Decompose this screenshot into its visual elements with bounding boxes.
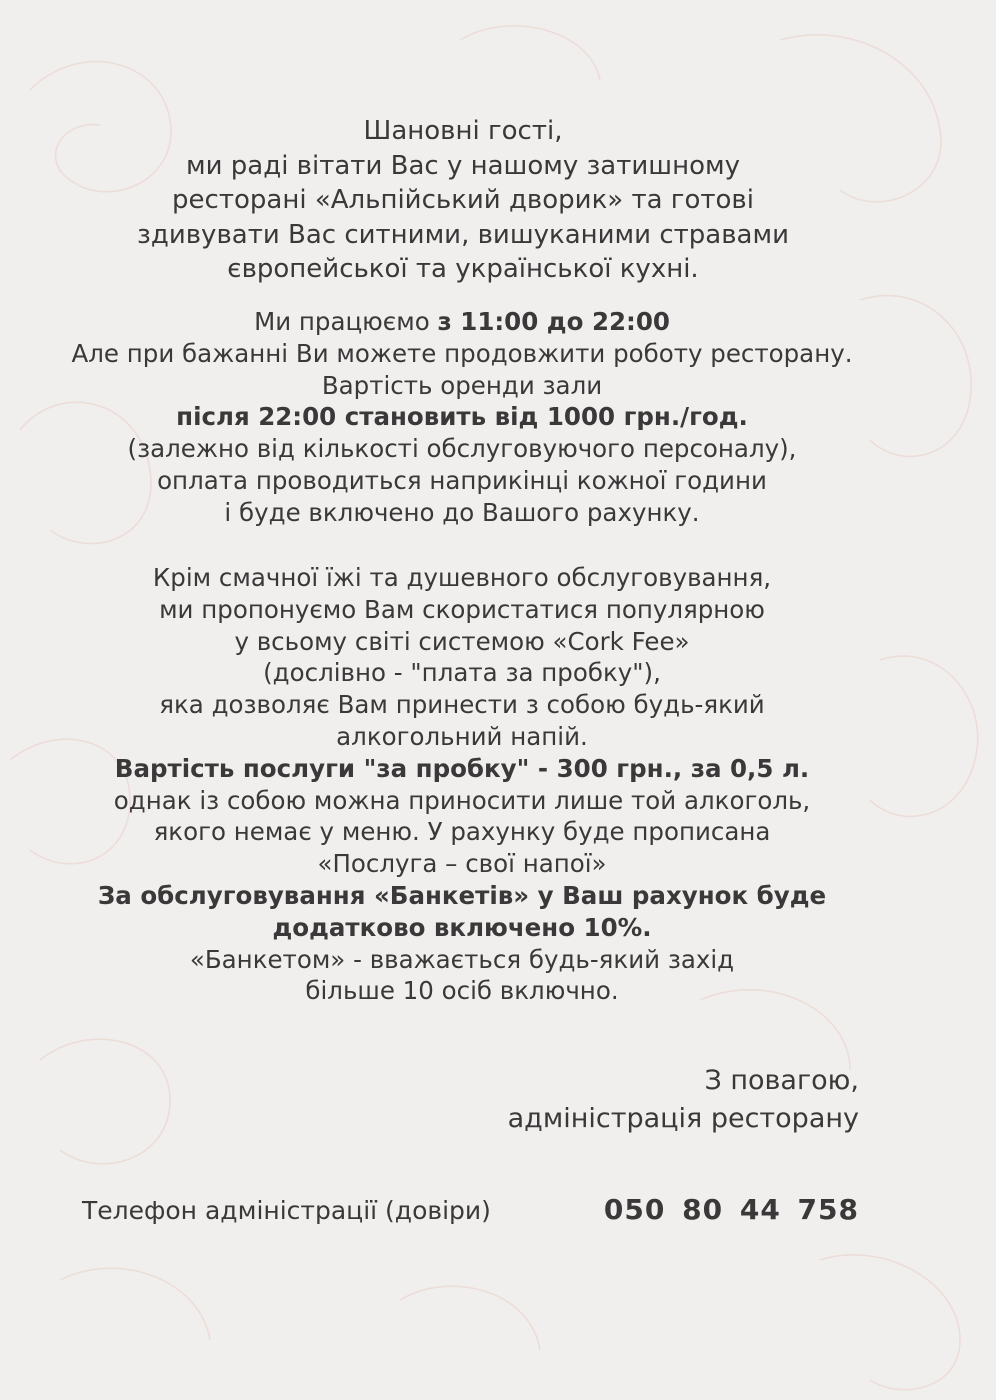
phone-number: 050 80 44 758 [603, 1193, 859, 1226]
cork-fee-line: у всьому світі системою «Cork Fee» [234, 626, 690, 656]
hours-line: (залежно від кількості обслуговуючого персоналу), [127, 434, 797, 464]
greeting-block [0, 114, 996, 287]
banquet-definition-line: «Банкетом» - вважається будь-який захід [189, 944, 735, 974]
signature-greeting: З повагою, [704, 1065, 859, 1096]
cork-fee-line: (дослівно - "плата за пробку"), [263, 658, 661, 688]
hours-line: Але при бажанні Ви можете продовжити роботу ресторану. [71, 338, 853, 368]
cork-fee-block [0, 562, 996, 1007]
phone-label: Телефон адміністрації (довіри) [82, 1196, 491, 1225]
cork-fee-price-line: Вартість послуги "за пробку" - 300 грн., за 0,5 л. [114, 753, 810, 783]
greeting-line: Шановні гості, [363, 116, 563, 146]
greeting-line: європейської та української кухні. [227, 254, 699, 284]
hours-time: з 11:00 до 22:00 [437, 307, 670, 336]
signature-block [508, 1062, 859, 1138]
greeting-line: ресторані «Альпійський дворик» та готові [172, 185, 754, 215]
banquet-fee-line: додатково включено 10%. [272, 912, 652, 942]
cork-fee-line: Крім смачної їжі та душевного обслуговування, [152, 563, 772, 592]
rental-price-line: після 22:00 становить від 1000 грн./год. [176, 402, 748, 432]
hours-line: оплата проводиться наприкінці кожної години [157, 465, 767, 495]
cork-fee-line: алкогольний напій. [336, 721, 588, 751]
opening-hours-block [0, 306, 996, 529]
hours-intro: Ми працюємо [254, 307, 438, 336]
banquet-definition-line: більше 10 осіб включно. [305, 976, 619, 1006]
cork-fee-line: якого немає у меню. У рахунку буде прописана [153, 817, 771, 847]
hours-line: і буде включено до Вашого рахунку. [224, 497, 700, 527]
greeting-line: ми раді вітати Вас у нашому затишному [186, 150, 740, 181]
hours-line [0, 306, 960, 338]
cork-fee-line: яка дозволяє Вам принести з собою будь-який [159, 690, 765, 720]
cork-fee-line: однак із собою можна приносити лише той алкоголь, [113, 785, 811, 815]
cork-fee-line: «Послуга – свої напої» [317, 849, 607, 879]
banquet-fee-line: За обслуговування «Банкетів» у Ваш рахунок буде [97, 880, 827, 910]
hours-line: Вартість оренди зали [321, 370, 603, 400]
cork-fee-line: ми пропонуємо Вам скористатися популярною [159, 594, 765, 624]
greeting-line: здивувати Вас ситними, вишуканими стравами [137, 219, 789, 250]
signature-sender: адміністрація ресторану [507, 1103, 859, 1134]
